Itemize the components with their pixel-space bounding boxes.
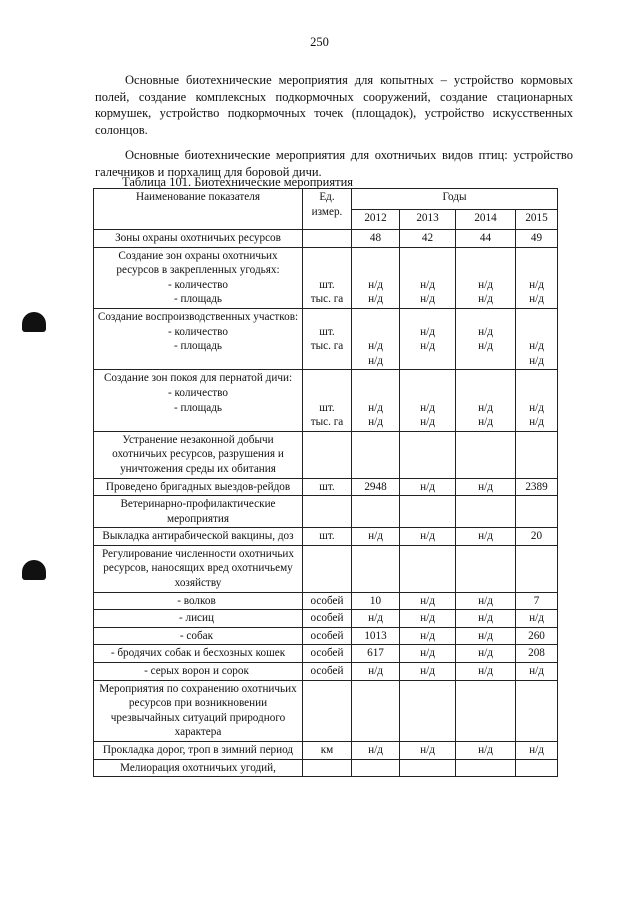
- row-value-2015: [516, 496, 558, 528]
- binder-hole-mark: [22, 560, 46, 580]
- row-unit: особей: [303, 627, 352, 645]
- row-value-2014: н/д н/д: [456, 308, 516, 369]
- row-unit: [303, 431, 352, 478]
- row-value-2013: н/д: [400, 663, 456, 681]
- row-value-2014: 44: [456, 230, 516, 248]
- table-row: [94, 627, 558, 645]
- row-unit: особей: [303, 592, 352, 610]
- year-2014: 2014: [456, 209, 516, 230]
- row-indicator: - серых ворон и сорок: [94, 663, 303, 681]
- row-value-2015: н/д н/д: [516, 308, 558, 369]
- row-unit: особей: [303, 645, 352, 663]
- table-row: [94, 247, 558, 308]
- row-value-2015: н/д н/д: [516, 247, 558, 308]
- row-indicator: Ветеринарно-профилактические мероприятия: [94, 496, 303, 528]
- table-caption: Таблица 101. Биотехнические мероприятия: [122, 175, 354, 189]
- table-row: [94, 478, 558, 496]
- row-unit: шт. тыс. га: [303, 370, 352, 431]
- table-row: [94, 308, 558, 369]
- table-row: [94, 528, 558, 546]
- row-value-2012: н/д н/д: [352, 247, 400, 308]
- row-value-2015: [516, 759, 558, 777]
- row-value-2013: н/д: [400, 645, 456, 663]
- row-value-2013: н/д н/д: [400, 370, 456, 431]
- row-value-2015: 208: [516, 645, 558, 663]
- row-value-2014: н/д: [456, 627, 516, 645]
- row-indicator: Мелиорация охотничьих угодий,: [94, 759, 303, 777]
- table-row: [94, 496, 558, 528]
- row-value-2012: [352, 759, 400, 777]
- row-value-2013: н/д: [400, 742, 456, 760]
- row-value-2014: [456, 496, 516, 528]
- row-value-2015: 2389: [516, 478, 558, 496]
- row-value-2014: [456, 680, 516, 741]
- row-indicator: Мероприятия по сохранению охотничьих ресурсов при возникновении чрезвычайных ситуаций природного характера: [94, 680, 303, 741]
- row-value-2013: н/д: [400, 528, 456, 546]
- table-row: [94, 610, 558, 628]
- table-row: [94, 680, 558, 741]
- row-value-2013: н/д: [400, 610, 456, 628]
- row-indicator: Проведено бригадных выездов-рейдов: [94, 478, 303, 496]
- row-value-2012: н/д: [352, 663, 400, 681]
- row-value-2015: 49: [516, 230, 558, 248]
- row-value-2014: н/д: [456, 645, 516, 663]
- year-2015: 2015: [516, 209, 558, 230]
- row-value-2012: 617: [352, 645, 400, 663]
- row-value-2015: 260: [516, 627, 558, 645]
- row-indicator: Выкладка антирабической вакцины, доз: [94, 528, 303, 546]
- row-value-2014: н/д: [456, 528, 516, 546]
- row-indicator: Создание зон покоя для пернатой дичи: - количество - площадь: [94, 370, 303, 431]
- row-unit: шт. тыс. га: [303, 247, 352, 308]
- row-value-2015: [516, 431, 558, 478]
- row-value-2013: [400, 431, 456, 478]
- row-unit: шт.: [303, 528, 352, 546]
- row-indicator: - бродячих собак и бесхозных кошек: [94, 645, 303, 663]
- row-value-2012: н/д: [352, 528, 400, 546]
- paragraph-birds: Основные биотехнические мероприятия для охотничьих видов птиц: устройство галечников и порхалищ для боровой дичи.: [95, 148, 573, 179]
- table-header-row: [94, 189, 558, 210]
- row-value-2012: [352, 431, 400, 478]
- table-row: [94, 742, 558, 760]
- table-row: [94, 545, 558, 592]
- row-value-2014: [456, 431, 516, 478]
- row-value-2013: [400, 759, 456, 777]
- row-value-2012: [352, 496, 400, 528]
- row-value-2015: н/д: [516, 742, 558, 760]
- table-row: [94, 431, 558, 478]
- row-value-2015: 20: [516, 528, 558, 546]
- paragraph-ungulates: Основные биотехнические мероприятия для копытных – устройство кормовых полей, создание комплексных подкормочных сооружений, создание стационарных кормушек, устройство подкормочных точек (площадок), устройство искусственных солонцов.: [95, 73, 573, 137]
- row-value-2012: [352, 545, 400, 592]
- row-value-2014: н/д н/д: [456, 370, 516, 431]
- row-value-2015: н/д н/д: [516, 370, 558, 431]
- table-row: [94, 370, 558, 431]
- row-indicator: Прокладка дорог, троп в зимний период: [94, 742, 303, 760]
- row-unit: шт.: [303, 478, 352, 496]
- row-value-2012: 10: [352, 592, 400, 610]
- row-unit: шт. тыс. га: [303, 308, 352, 369]
- row-indicator: Устранение незаконной добычи охотничьих ресурсов, разрушения и уничтожения среды их обитания: [94, 431, 303, 478]
- row-value-2013: [400, 545, 456, 592]
- page-number: 250: [310, 35, 329, 49]
- year-2013: 2013: [400, 209, 456, 230]
- row-indicator: - собак: [94, 627, 303, 645]
- row-value-2012: н/д: [352, 742, 400, 760]
- row-value-2013: н/д н/д: [400, 308, 456, 369]
- row-unit: особей: [303, 610, 352, 628]
- row-unit: особей: [303, 663, 352, 681]
- table-row: [94, 230, 558, 248]
- biotech-measures-table: [93, 188, 558, 777]
- row-indicator: Зоны охраны охотничьих ресурсов: [94, 230, 303, 248]
- table-row: [94, 759, 558, 777]
- row-value-2012: [352, 680, 400, 741]
- header-years: Годы: [352, 189, 558, 210]
- row-unit: [303, 545, 352, 592]
- row-value-2015: н/д: [516, 610, 558, 628]
- row-value-2014: н/д: [456, 592, 516, 610]
- row-value-2014: н/д: [456, 742, 516, 760]
- row-unit: км: [303, 742, 352, 760]
- row-value-2015: [516, 680, 558, 741]
- row-unit: [303, 230, 352, 248]
- table-row: [94, 592, 558, 610]
- row-indicator: - лисиц: [94, 610, 303, 628]
- row-indicator: Создание зон охраны охотничьих ресурсов в закрепленных угодьях: - количество - площадь: [94, 247, 303, 308]
- row-value-2013: н/д: [400, 478, 456, 496]
- header-indicator: Наименование показателя: [94, 189, 303, 230]
- row-unit: [303, 496, 352, 528]
- row-value-2012: 2948: [352, 478, 400, 496]
- row-value-2014: [456, 545, 516, 592]
- row-value-2014: н/д: [456, 610, 516, 628]
- row-unit: [303, 680, 352, 741]
- row-value-2014: н/д: [456, 478, 516, 496]
- row-value-2013: 42: [400, 230, 456, 248]
- row-indicator: - волков: [94, 592, 303, 610]
- row-value-2014: [456, 759, 516, 777]
- row-value-2013: н/д н/д: [400, 247, 456, 308]
- table-row: [94, 645, 558, 663]
- row-value-2012: 48: [352, 230, 400, 248]
- row-value-2015: 7: [516, 592, 558, 610]
- row-value-2012: н/д: [352, 610, 400, 628]
- row-indicator: Регулирование численности охотничьих ресурсов, наносящих вред охотничьему хозяйству: [94, 545, 303, 592]
- row-indicator: Создание воспроизводственных участков: - количество - площадь: [94, 308, 303, 369]
- row-value-2012: н/д н/д: [352, 308, 400, 369]
- row-value-2013: н/д: [400, 627, 456, 645]
- row-value-2013: [400, 496, 456, 528]
- row-value-2013: н/д: [400, 592, 456, 610]
- table-row: [94, 663, 558, 681]
- header-unit: Ед. измер.: [303, 189, 352, 230]
- row-value-2012: н/д н/д: [352, 370, 400, 431]
- row-value-2015: [516, 545, 558, 592]
- binder-hole-mark: [22, 312, 46, 332]
- year-2012: 2012: [352, 209, 400, 230]
- row-value-2014: н/д: [456, 663, 516, 681]
- row-value-2012: 1013: [352, 627, 400, 645]
- row-value-2014: н/д н/д: [456, 247, 516, 308]
- row-unit: [303, 759, 352, 777]
- row-value-2015: н/д: [516, 663, 558, 681]
- row-value-2013: [400, 680, 456, 741]
